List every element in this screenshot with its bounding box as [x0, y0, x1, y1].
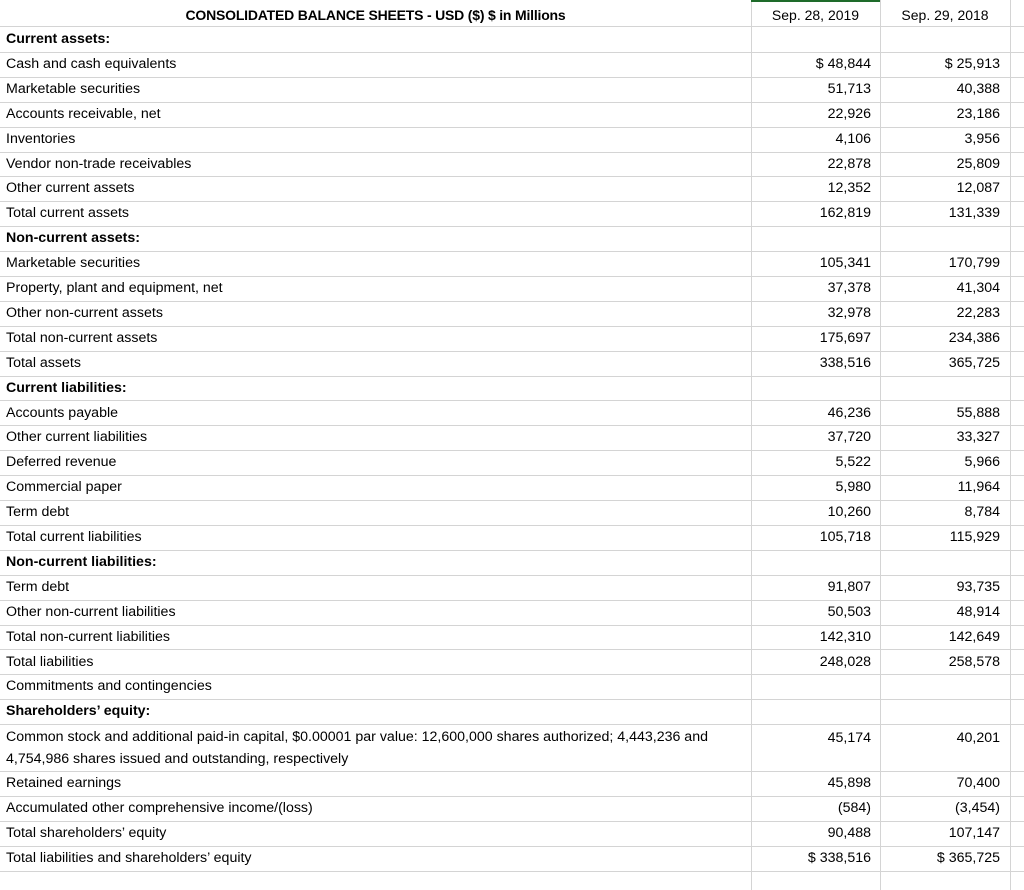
value-2019[interactable]: 338,516	[819, 354, 871, 371]
row-label[interactable]: Total current liabilities	[6, 529, 142, 545]
table-row	[0, 52, 1024, 77]
value-2019[interactable]: 51,713	[827, 80, 871, 97]
row-label[interactable]: Shareholders’ equity:	[6, 703, 151, 720]
value-2018[interactable]: 142,649	[948, 628, 1000, 645]
table-row	[0, 500, 1024, 525]
row-label[interactable]: Marketable securities	[6, 80, 141, 97]
grid-line	[0, 625, 1024, 626]
row-label[interactable]: Cash and cash equivalents	[6, 55, 177, 72]
grid-line	[0, 796, 1024, 797]
grid-line	[0, 102, 1024, 103]
table-row	[0, 674, 1024, 699]
row-label[interactable]: Common stock and additional paid-in capital, $0.00001 par value: 12,600,000 shares authorized; 4,443,236 and 4,754,986 shares issued and outstanding, respectively	[6, 729, 708, 768]
value-2018[interactable]: 40,388	[956, 80, 1000, 97]
column-header-2018[interactable]: Sep. 29, 2018	[901, 7, 989, 23]
grid-line	[0, 550, 1024, 551]
row-label[interactable]: Total non-current assets	[6, 329, 158, 346]
row-label[interactable]: Other current assets	[6, 180, 135, 197]
value-2018[interactable]: 234,386	[948, 329, 1000, 346]
value-2019[interactable]: 37,720	[827, 429, 871, 446]
value-2019[interactable]: 5,522	[835, 454, 871, 471]
value-2019[interactable]: 22,878	[827, 155, 871, 172]
row-label[interactable]: Other current liabilities	[6, 429, 148, 446]
row-label[interactable]: Inventories	[6, 130, 76, 147]
value-2018[interactable]: 258,578	[948, 653, 1000, 670]
value-2019[interactable]: 91,807	[827, 578, 871, 595]
value-2019[interactable]: 248,028	[819, 653, 871, 670]
grid-line	[0, 376, 1024, 377]
table-row	[0, 600, 1024, 625]
row-label[interactable]: Retained earnings	[6, 775, 122, 792]
row-label[interactable]: Commercial paper	[6, 479, 122, 496]
table-row	[0, 27, 1024, 52]
value-2018[interactable]: 11,964	[957, 479, 1000, 496]
value-2018[interactable]: 40,201	[956, 730, 1000, 747]
value-2018[interactable]: (3,454)	[955, 800, 1000, 817]
table-row	[0, 301, 1024, 326]
value-2018[interactable]: 131,339	[948, 205, 1000, 222]
grid-line	[0, 425, 1024, 426]
row-label[interactable]: Commitments and contingencies	[6, 678, 212, 695]
table-title-cell[interactable]: CONSOLIDATED BALANCE SHEETS - USD ($) $ in Millions	[185, 7, 566, 23]
value-2019[interactable]: 4,106	[835, 130, 871, 147]
grid-line	[0, 77, 1024, 78]
grid-line	[0, 176, 1024, 177]
grid-line	[0, 699, 1024, 700]
value-2018[interactable]: 55,888	[956, 404, 1000, 421]
table-row	[0, 276, 1024, 301]
row-label[interactable]: Non-current assets:	[6, 230, 141, 247]
grid-line	[0, 152, 1024, 153]
grid-line	[0, 301, 1024, 302]
row-label[interactable]: Accumulated other comprehensive income/(loss)	[6, 800, 313, 817]
table-row	[0, 475, 1024, 500]
value-2018[interactable]: 23,186	[956, 105, 1000, 122]
value-2019[interactable]: $ 338,516	[807, 849, 871, 866]
value-2019[interactable]: 105,718	[819, 529, 871, 545]
value-2018[interactable]: 33,327	[956, 429, 1000, 446]
table-row	[0, 326, 1024, 351]
table-row	[0, 846, 1024, 871]
grid-line	[0, 26, 1024, 27]
value-2019[interactable]: 45,898	[827, 775, 871, 792]
grid-line	[0, 475, 1024, 476]
value-2019[interactable]: 175,697	[819, 329, 871, 346]
value-2019[interactable]: (584)	[837, 800, 871, 817]
table-row	[0, 226, 1024, 251]
value-2018[interactable]: 22,283	[956, 304, 1000, 321]
table-row	[0, 102, 1024, 127]
grid-line	[0, 450, 1024, 451]
value-2019[interactable]: 105,341	[819, 255, 871, 272]
row-label[interactable]: Deferred revenue	[6, 454, 117, 471]
value-2018[interactable]: 107,147	[948, 825, 1000, 841]
value-2018[interactable]: 8,784	[964, 504, 1000, 521]
table-row	[0, 77, 1024, 102]
table-row	[0, 351, 1024, 376]
value-2018[interactable]: 170,799	[948, 255, 1000, 272]
row-label[interactable]: Total assets	[6, 354, 81, 371]
table-row	[0, 425, 1024, 450]
row-label[interactable]: Other non-current assets	[6, 304, 163, 321]
grid-line	[0, 251, 1024, 252]
grid-line	[0, 201, 1024, 202]
value-2019[interactable]: 32,978	[827, 304, 871, 321]
table-row	[0, 152, 1024, 177]
grid-line	[0, 649, 1024, 650]
grid-line	[0, 575, 1024, 576]
row-label[interactable]: Total liabilities	[6, 653, 94, 670]
value-2018[interactable]: $ 25,913	[944, 55, 1000, 72]
value-2018[interactable]: 365,725	[948, 354, 1000, 371]
grid-line	[0, 500, 1024, 501]
value-2018[interactable]: 48,914	[956, 603, 1000, 620]
row-label[interactable]: Property, plant and equipment, net	[6, 280, 223, 296]
row-label[interactable]: Total liabilities and shareholders’ equity	[6, 849, 252, 866]
row-label[interactable]: Total non-current liabilities	[6, 628, 171, 645]
grid-line	[0, 525, 1024, 526]
table-row	[0, 550, 1024, 575]
grid-line	[0, 600, 1024, 601]
row-label[interactable]: Non-current liabilities:	[6, 553, 157, 570]
row-label[interactable]: Marketable securities	[6, 255, 141, 272]
value-2019[interactable]: 162,819	[819, 205, 871, 222]
table-row	[0, 201, 1024, 226]
table-row	[0, 724, 1024, 771]
value-2018[interactable]: 3,956	[964, 130, 1000, 147]
value-2019[interactable]: 50,503	[827, 603, 871, 620]
grid-line	[0, 871, 1024, 872]
row-label[interactable]: Total shareholders’ equity	[6, 825, 167, 841]
table-row	[0, 771, 1024, 796]
value-2019[interactable]: 10,260	[827, 504, 871, 521]
table-row	[0, 376, 1024, 401]
table-row	[0, 525, 1024, 550]
row-label[interactable]: Accounts payable	[6, 404, 118, 421]
value-2019[interactable]: 142,310	[819, 628, 871, 645]
grid-line	[0, 326, 1024, 327]
table-row	[0, 450, 1024, 475]
table-row	[0, 821, 1024, 846]
grid-line	[0, 724, 1024, 725]
value-2019[interactable]: $ 48,844	[815, 55, 871, 72]
row-label[interactable]: Current liabilities:	[6, 379, 127, 396]
grid-line	[0, 400, 1024, 401]
row-label[interactable]: Current assets:	[6, 31, 111, 47]
grid-line	[0, 771, 1024, 772]
table-row	[0, 127, 1024, 152]
value-2018[interactable]: 12,087	[956, 180, 1000, 197]
value-2019[interactable]: 45,174	[827, 730, 871, 747]
table-row	[0, 176, 1024, 201]
table-row	[0, 699, 1024, 724]
row-label[interactable]: Accounts receivable, net	[6, 105, 161, 122]
value-2018[interactable]: 115,929	[949, 529, 1000, 545]
row-label[interactable]: Vendor non-trade receivables	[6, 155, 192, 172]
row-label[interactable]: Other non-current liabilities	[6, 603, 176, 620]
grid-line	[0, 674, 1024, 675]
table-row	[0, 625, 1024, 650]
row-label[interactable]: Total current assets	[6, 205, 130, 222]
grid-line	[0, 276, 1024, 277]
table-row	[0, 401, 1024, 426]
value-2019[interactable]: 5,980	[835, 479, 871, 496]
table-row	[0, 251, 1024, 276]
grid-line	[0, 821, 1024, 822]
row-label[interactable]: Term debt	[6, 578, 70, 595]
value-2019[interactable]: 37,378	[827, 280, 871, 296]
value-2018[interactable]: 93,735	[956, 578, 1000, 595]
grid-line	[0, 846, 1024, 847]
value-2018[interactable]: 25,809	[956, 155, 1000, 172]
value-2018[interactable]: 70,400	[956, 775, 1000, 792]
grid-line	[0, 52, 1024, 53]
value-2019[interactable]: 22,926	[827, 105, 871, 122]
grid-line	[0, 351, 1024, 352]
grid-line	[0, 127, 1024, 128]
value-2018[interactable]: 41,304	[956, 280, 1000, 296]
value-2019[interactable]: 12,352	[827, 180, 871, 197]
row-label[interactable]: Term debt	[6, 504, 70, 521]
table-row	[0, 650, 1024, 675]
column-header-2019[interactable]: Sep. 28, 2019	[771, 7, 860, 23]
value-2018[interactable]: 5,966	[964, 454, 1000, 471]
value-2019[interactable]: 90,488	[827, 825, 871, 841]
grid-line	[0, 226, 1024, 227]
value-2018[interactable]: $ 365,725	[936, 849, 1000, 866]
table-row	[0, 796, 1024, 821]
value-2019[interactable]: 46,236	[827, 404, 871, 421]
table-row	[0, 575, 1024, 600]
